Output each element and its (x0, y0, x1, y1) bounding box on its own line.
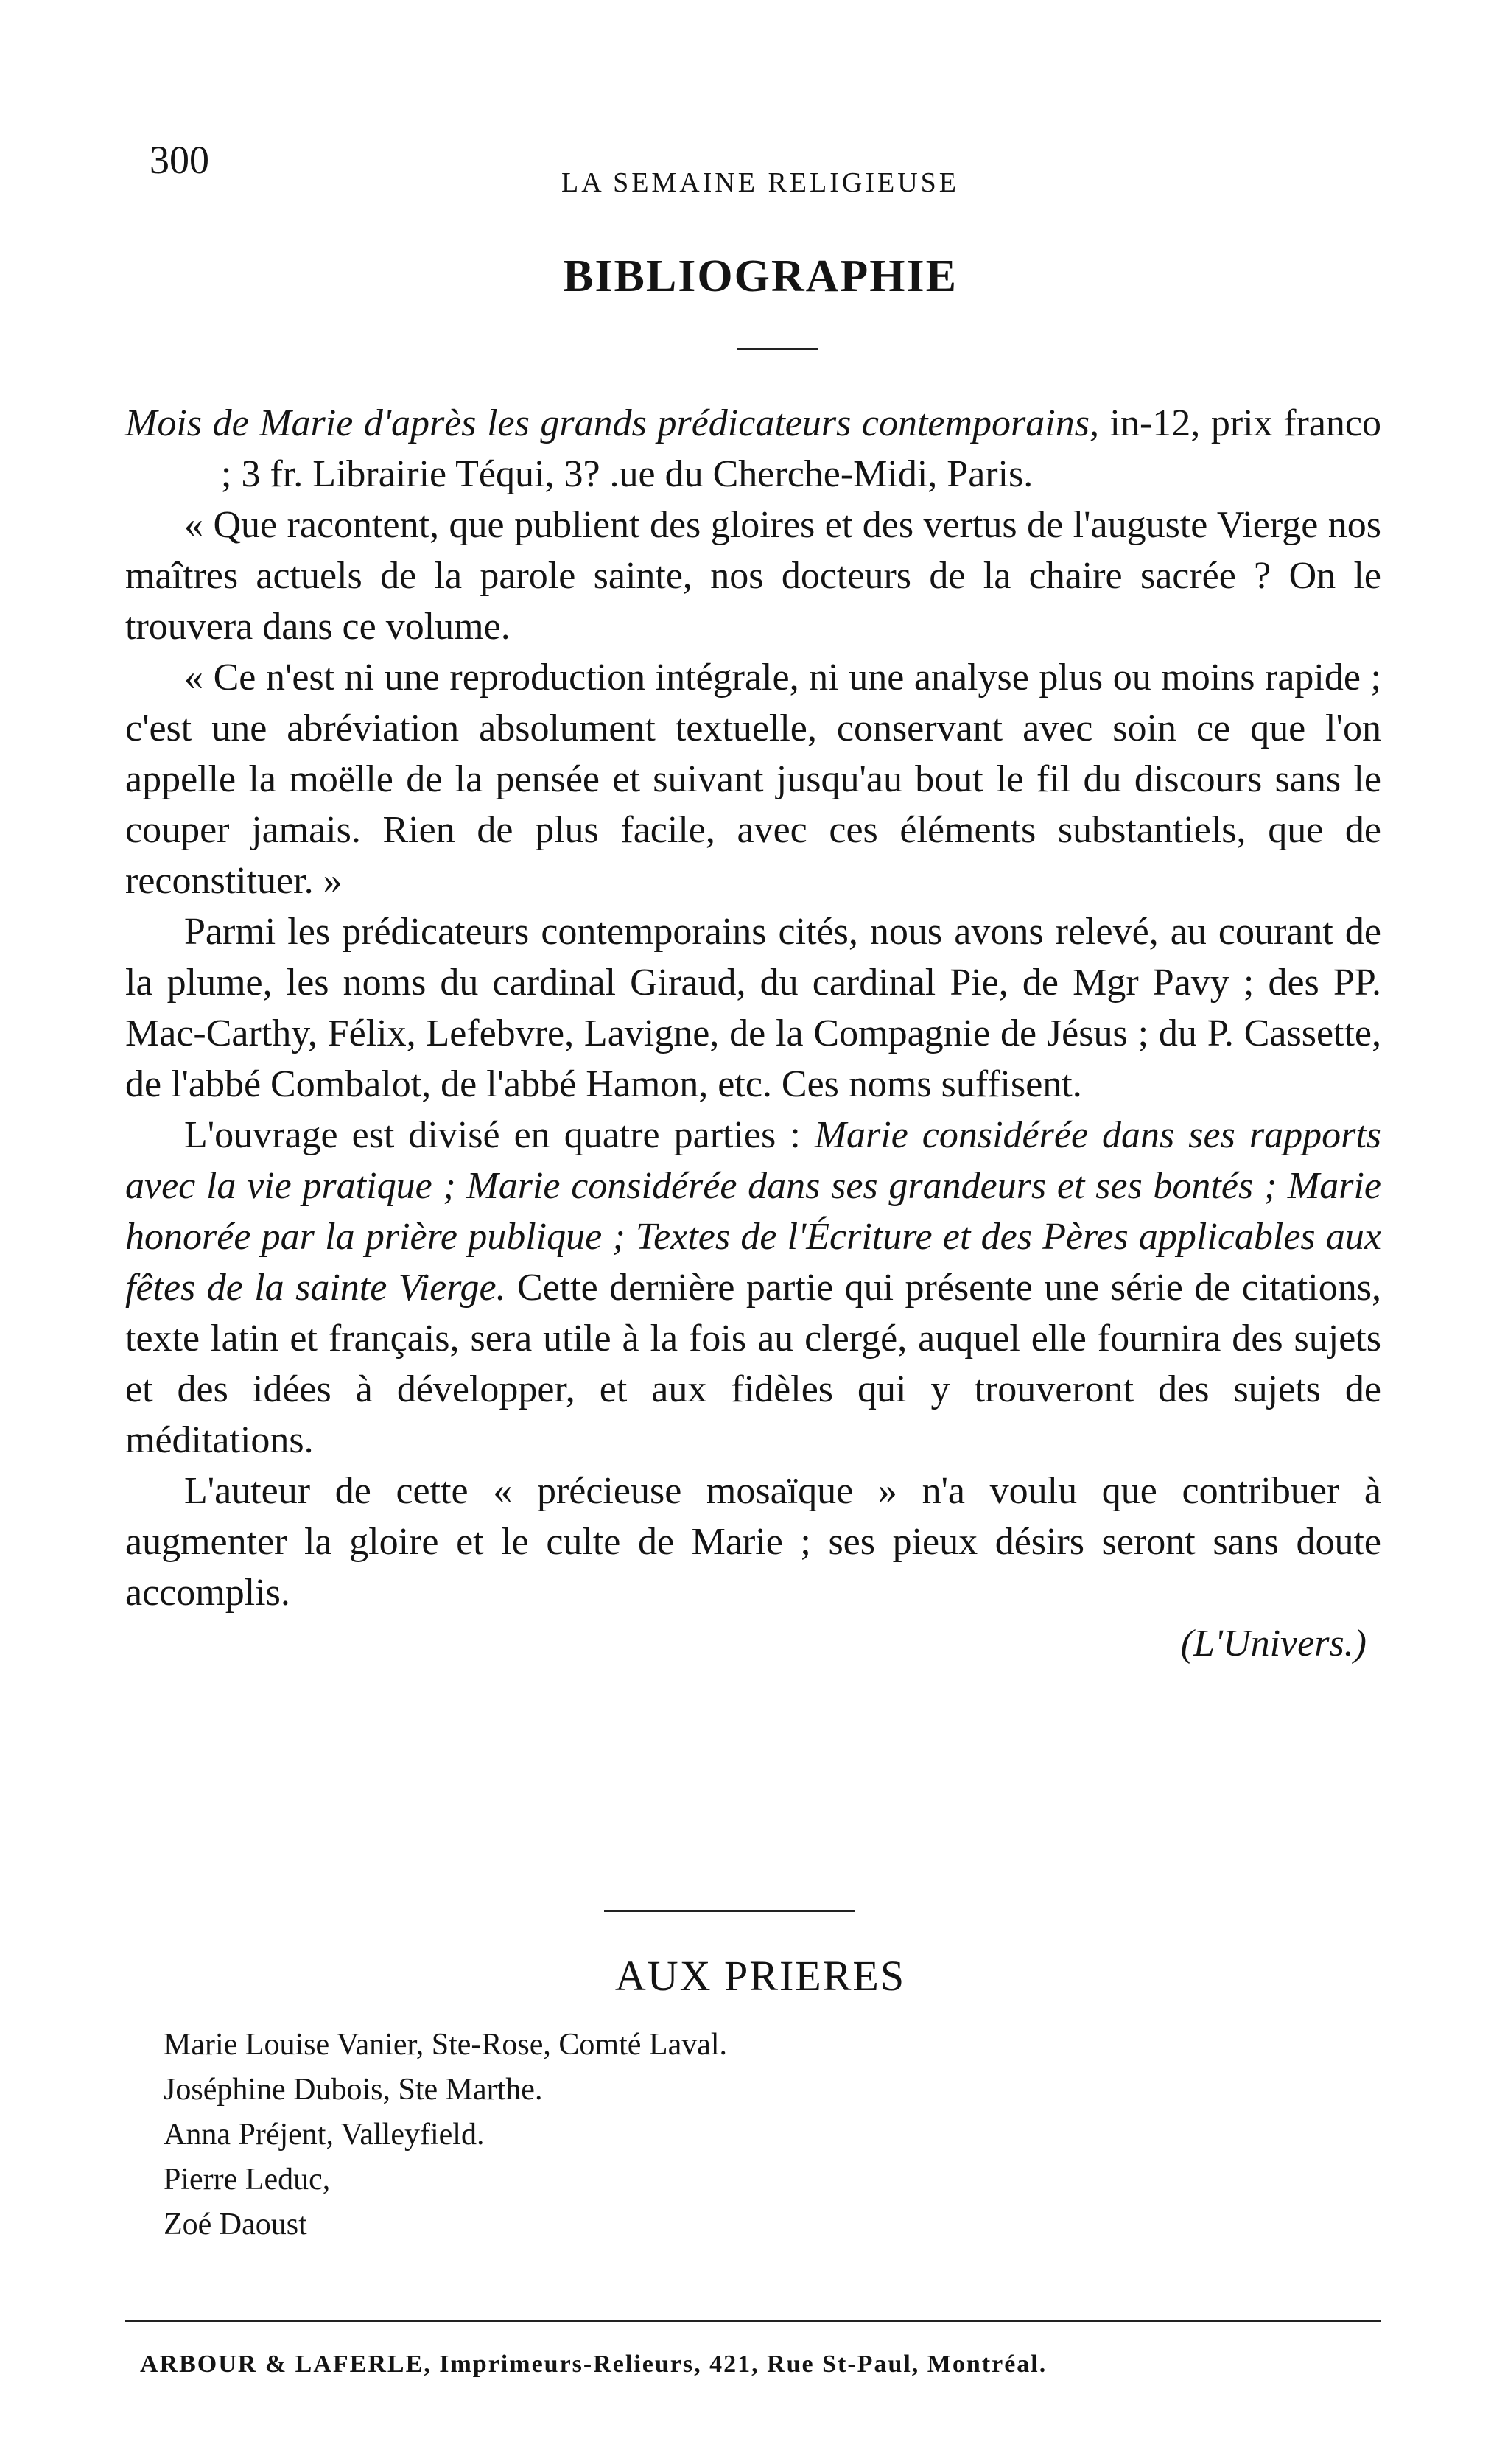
title-rule (737, 348, 818, 350)
list-item: Zoé Daoust (164, 2208, 307, 2241)
prayer-names-list (164, 2023, 727, 2247)
list-item: Anna Préjent, Valleyfield. (164, 2118, 485, 2152)
parts-list: Marie considérée dans ses rapports avec la vie pratique ; Marie considérée dans ses grandeurs et ses bontés ; Marie honorée par la prière publique ; Textes de l'Écriture et des Pères applicables aux fêtes de la sainte Vierge. (125, 1114, 1381, 1309)
list-item: Marie Louise Vanier, Ste-Rose, Comté Laval. (164, 2028, 728, 2062)
paragraph-quote-1: « Que racontent, que publient des gloires et des vertus de l'auguste Vierge nos maîtres actuels de la parole sainte, nos docteurs de la chaire sacrée ? On le trouvera dans ce volume. (125, 504, 1381, 648)
paragraph-quote-2: « Ce n'est ni une reproduction intégrale, ni une analyse plus ou moins rapide ; c'est une abréviation absolument textuelle, conservant avec soin ce que l'on appelle la moëlle de la pensée et suivant jusqu'au bout le fil du discours sans le couper jamais. Rien de plus facile, avec ces éléments substantiels, que de reconstituer. » (125, 657, 1381, 902)
paragraph-closing: L'auteur de cette « précieuse mosaïque » n'a voulu que contribuer à augmenter la gloire et le culte de Marie ; ses pieux désirs seront sans doute accomplis. (125, 1470, 1381, 1614)
section-divider (604, 1910, 855, 1912)
source-attribution: (L'Univers.) (1180, 1623, 1367, 1665)
bibliography-body (125, 398, 1381, 1669)
page-number: 300 (150, 138, 209, 182)
section-title-aux-prieres: AUX PRIERES (614, 1952, 906, 2000)
book-details: in-12, prix franco ; 3 fr. Librairie Téqui, 3? .ue du Cherche-Midi, Paris. (221, 402, 1381, 495)
parts-lead: L'ouvrage est divisé en quatre parties : (184, 1114, 815, 1156)
paragraph-preachers: Parmi les prédicateurs contemporains cités, nous avons relevé, au courant de la plume, les noms du cardinal Giraud, du cardinal Pie, de Mgr Pavy ; des PP. Mac-Carthy, Félix, Lefebvre, Lavigne, de la Compagnie de Jésus ; du P. Cassette, de l'abbé Combalot, de l'abbé Hamon, etc. Ces noms suffisent. (125, 911, 1381, 1105)
bibliography-entry (125, 398, 1381, 500)
list-item: Pierre Leduc, (164, 2163, 331, 2197)
printer-imprint: ARBOUR & LAFERLE, Imprimeurs-Relieurs, 421, Rue St-Paul, Montréal. (140, 2351, 1048, 2378)
parts-rest: Cette dernière partie qui présente une série de citations, texte latin et français, sera utile à la fois au clergé, auquel elle fournira des sujets et des idées à développer, et aux fidèles qui y trouveront des sujets de méditations. (125, 1267, 1381, 1461)
footer-rule (125, 2320, 1381, 2322)
book-title: Mois de Marie d'après les grands prédicateurs contemporains, (125, 402, 1099, 444)
list-item: Joséphine Dubois, Ste Marthe. (164, 2073, 543, 2107)
paragraph-parts (125, 1110, 1381, 1466)
running-head: LA SEMAINE RELIGIEUSE (561, 167, 959, 198)
section-title-bibliographie: BIBLIOGRAPHIE (563, 251, 958, 301)
